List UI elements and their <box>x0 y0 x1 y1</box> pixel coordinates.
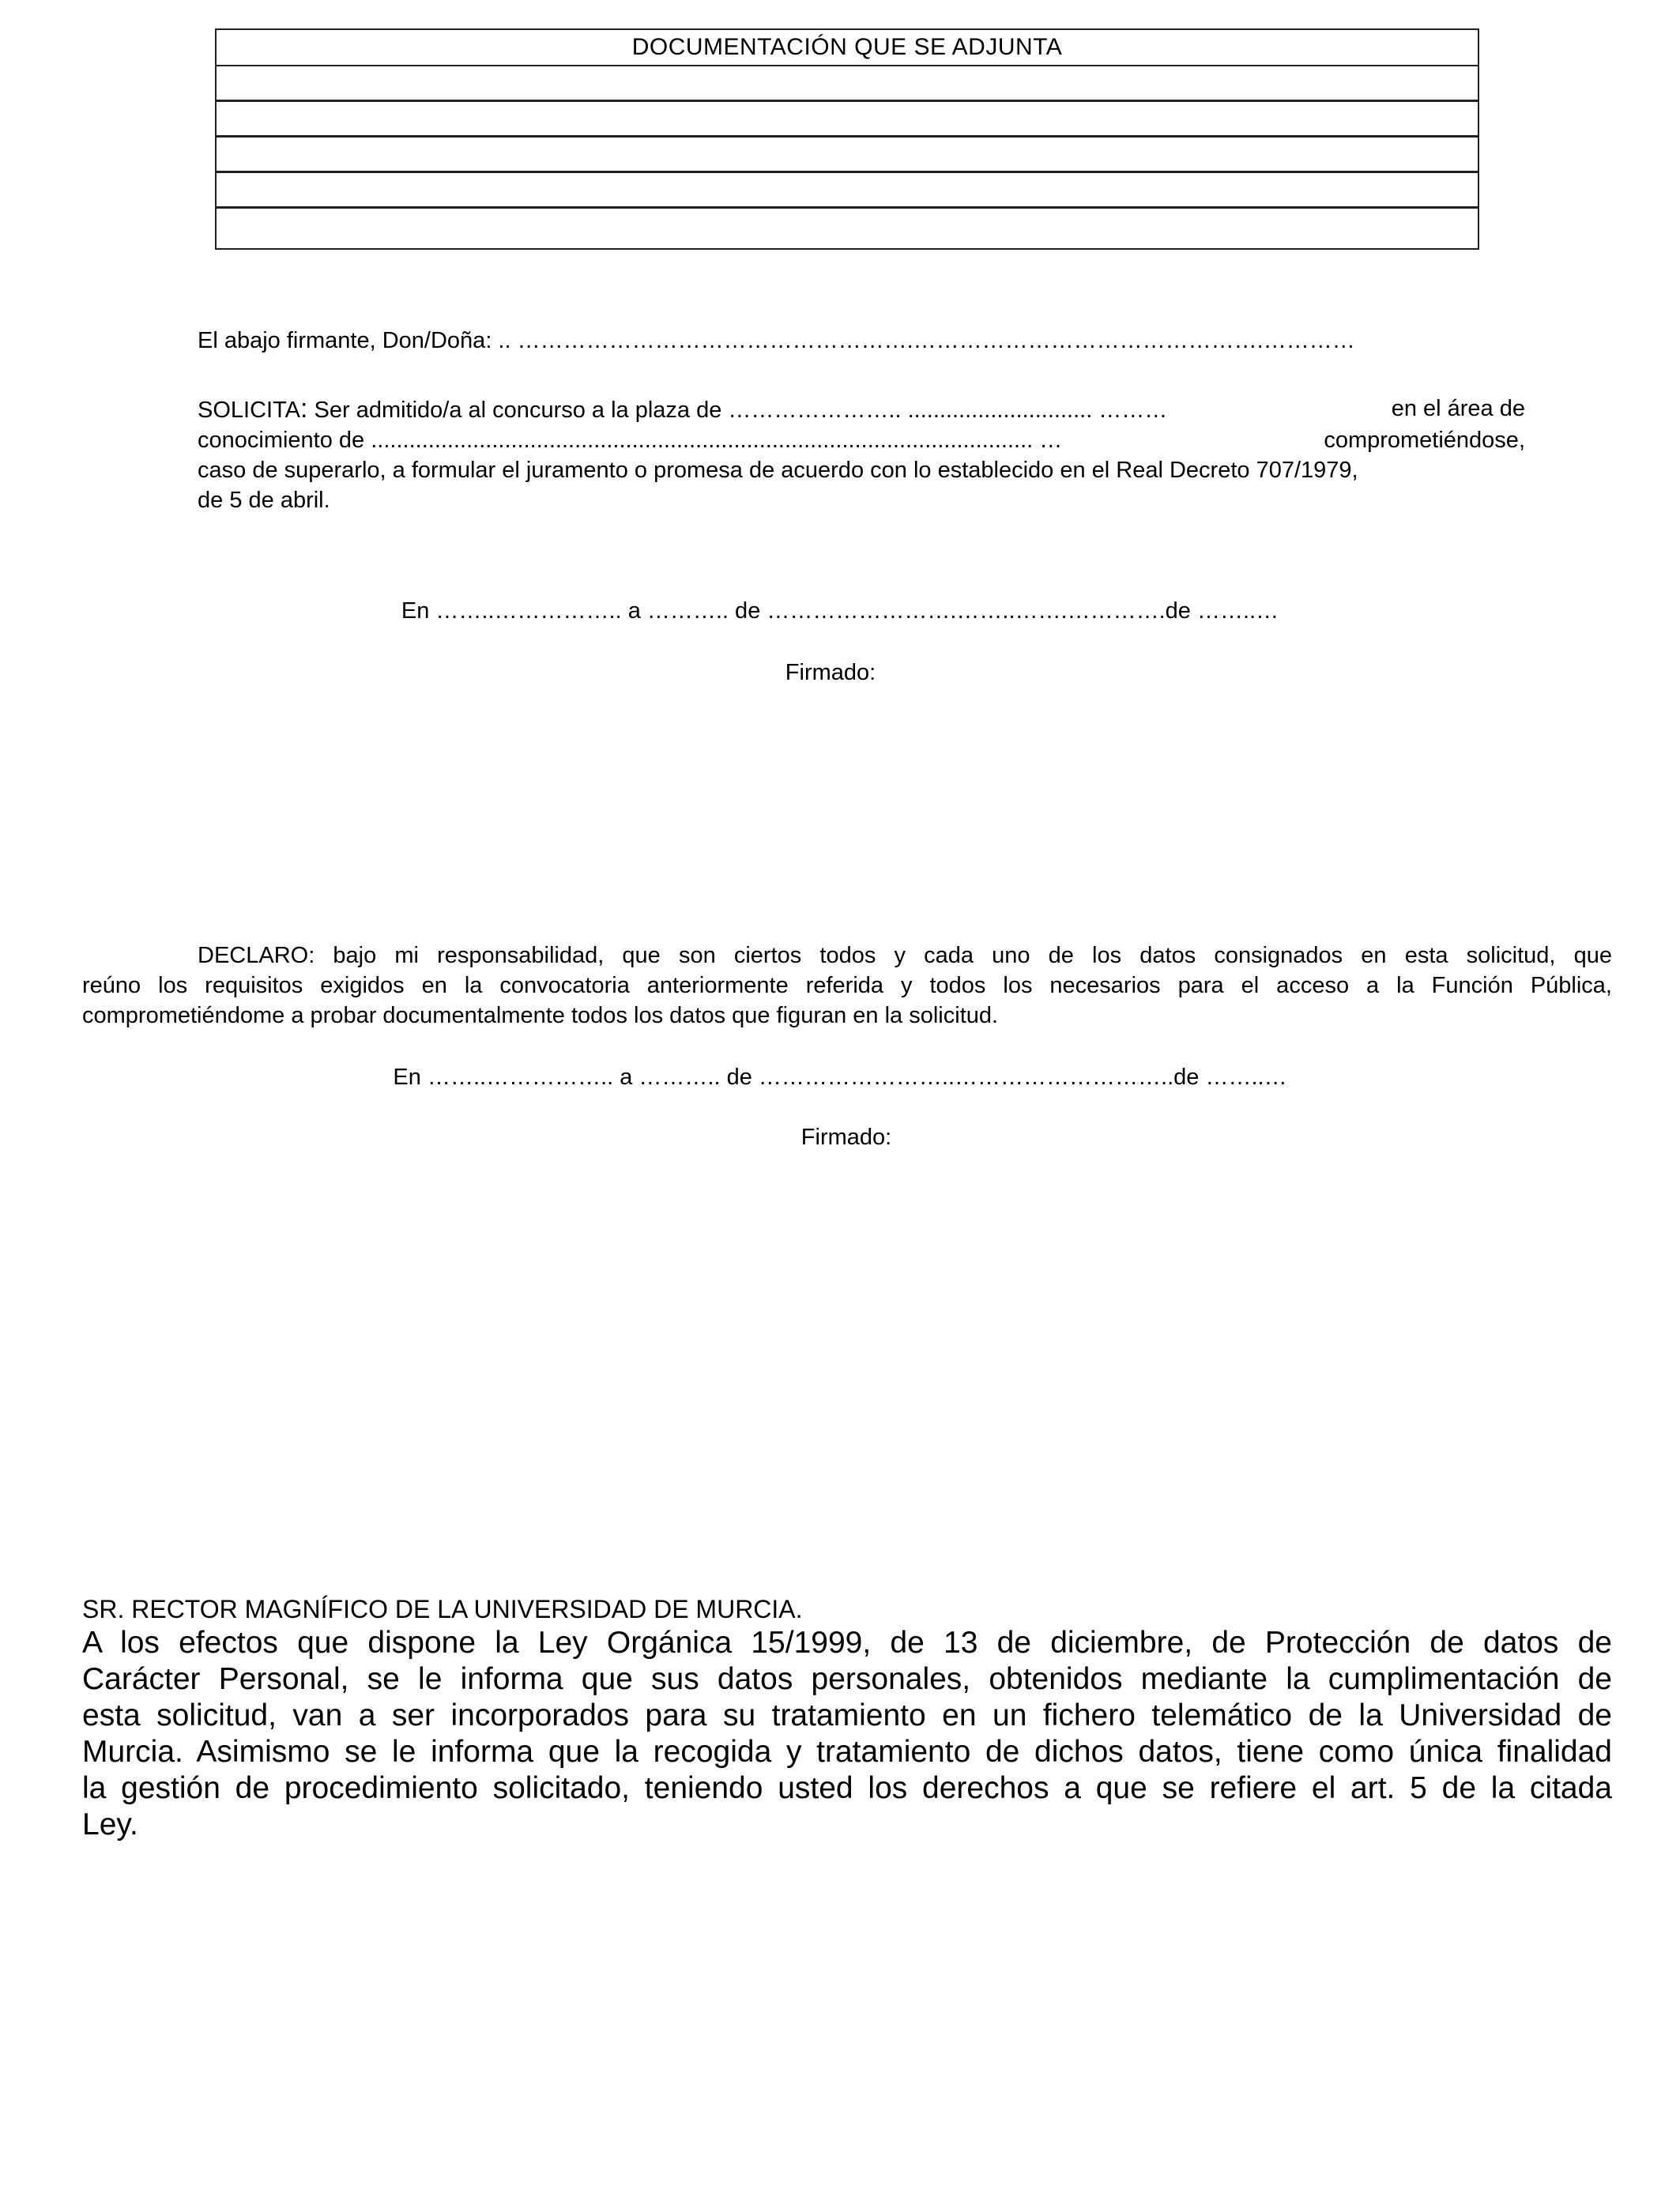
privacy-line: A los efectos que dispone la Ley Orgánica 15/1999, de 13 de diciembre, de Protección de datos de <box>82 1626 1612 1660</box>
privacy-line: esta solicitud, van a ser incorporados para su tratamiento en un fichero telemático de la Universidad de <box>82 1698 1612 1732</box>
solicita-area-text: en el área de <box>1391 396 1525 421</box>
documentation-row[interactable] <box>217 102 1478 138</box>
documentation-table-header: DOCUMENTACIÓN QUE SE ADJUNTA <box>217 30 1478 66</box>
documentation-row[interactable] <box>217 209 1478 248</box>
conocimiento-text: conocimiento de ........................................................................................................ … <box>198 428 1063 453</box>
declaro-line-3: comprometiéndome a probar documentalmente todos los datos que figuran en la solicitud. <box>82 1003 999 1028</box>
solicita-paragraph <box>198 394 1525 515</box>
solicita-line-4: de 5 de abril. <box>198 488 330 513</box>
privacy-line: Carácter Personal, se le informa que sus datos personales, obtenidos mediante la cumplimentación de <box>82 1662 1612 1696</box>
declaro-line-2: reúno los requisitos exigidos en la convocatoria anteriormente referida y todos los necesarios para el acceso a la Función Pública, <box>82 973 1612 998</box>
addressee-line: SR. RECTOR MAGNÍFICO DE LA UNIVERSIDAD DE MURCIA. <box>82 1595 803 1623</box>
solicita-plaza-text: Ser admitido/a al concurso a la plaza de ………………….. ............................. ……… <box>307 398 1168 423</box>
firmado-label: Firmado: <box>785 660 876 685</box>
comprometiendose-text: comprometiéndose, <box>1324 428 1525 453</box>
privacy-line: la gestión de procedimiento solicitado, teniendo usted los derechos a que se refiere el art. 5 de la citada <box>82 1771 1612 1805</box>
solicita-line-3: caso de superarlo, a formular el juramento o promesa de acuerdo con lo establecido en el Real Decreto 707/1979, <box>198 458 1358 483</box>
declaro-paragraph <box>82 941 1612 1031</box>
privacy-line: Murcia. Asimismo se le informa que la recogida y tratamiento de dichos datos, tiene como única finalidad <box>82 1735 1612 1769</box>
firmado-label: Firmado: <box>800 1125 892 1150</box>
solicita-colon: : <box>300 394 308 424</box>
declaro-line-1: DECLARO: bajo mi responsabilidad, que son ciertos todos y cada uno de los datos consignados en esta solicitud, que <box>198 943 1612 968</box>
privacy-notice <box>82 1625 1612 1843</box>
privacy-line: Ley. <box>82 1808 138 1842</box>
firmante-line: El abajo firmante, Don/Doña: .. …………………………………………….……………………………………….………… <box>198 328 1355 353</box>
solicita-line-1 <box>198 394 1525 425</box>
solicita-label: SOLICITA <box>198 398 300 423</box>
documentation-row[interactable] <box>217 173 1478 209</box>
solicita-line-2 <box>198 425 1525 455</box>
documentation-row[interactable] <box>217 66 1478 102</box>
documentation-row[interactable] <box>217 138 1478 173</box>
date-line: En ……..…………….. a ……….. de …………………….……..…….………….de ……..… <box>401 598 1279 624</box>
date-line: En ……..…………….. a ……….. de ……………………..………………………..de ……..… <box>393 1065 1287 1090</box>
documentation-table <box>215 28 1479 250</box>
